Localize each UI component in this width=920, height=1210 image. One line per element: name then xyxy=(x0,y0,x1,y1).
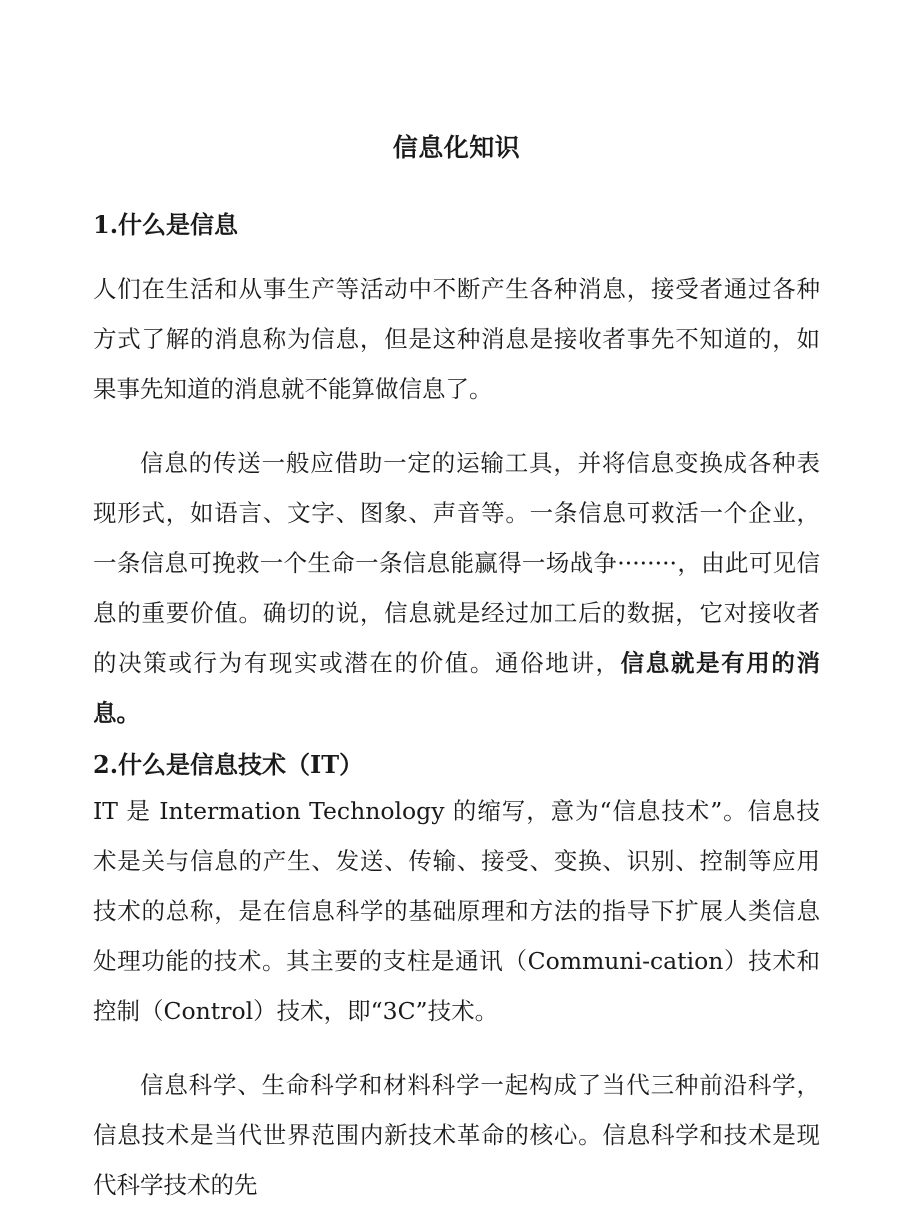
paragraph-information-science: 信息科学、生命科学和材料科学一起构成了当代三种前沿科学，信息技术是当代世界范围内新技术革命的核心。信息科学和技术是现代科学技术的先 xyxy=(93,1071,820,1199)
document-body xyxy=(93,0,820,1210)
emphasis-information-definition: 信息就是有用的消息。 xyxy=(93,649,820,727)
section-heading-2: 2.什么是信息技术（IT） xyxy=(93,750,364,779)
paragraph-information-transmission xyxy=(93,414,820,738)
section-heading-1: 1.什么是信息 xyxy=(93,210,239,239)
page-title: 信息化知识 xyxy=(392,133,521,162)
paragraph-it-definition: IT 是 Intermation Technology 的缩写，意为“信息技术”。信息技术是关与信息的产生、发送、传输、接受、变换、识别、控制等应用技术的总称，是在信息科学的基础原理和方法的指导下扩展人类信息处理功能的技术。其主要的支柱是通讯（Communi-cation）技术和控制（Control）技术，即“3C”技术。 xyxy=(93,797,820,1025)
paragraph-text-regular: 信息的传送一般应借助一定的运输工具，并将信息变换成各种表现形式，如语言、文字、图象、声音等。一条信息可救活一个企业，一条信息可挽救一个生命一条信息能赢得一场战争········，由此可见信息的重要价值。确切的说，信息就是经过加工后的数据，它对接收者的决策或行为有现实或潜在的价值。通俗地讲， xyxy=(93,449,820,677)
paragraph-what-is-information: 人们在生活和从事生产等活动中不断产生各种消息，接受者通过各种方式了解的消息称为信息，但是这种消息是接收者事先不知道的，如果事先知道的消息就不能算做信息了。 xyxy=(93,275,820,403)
